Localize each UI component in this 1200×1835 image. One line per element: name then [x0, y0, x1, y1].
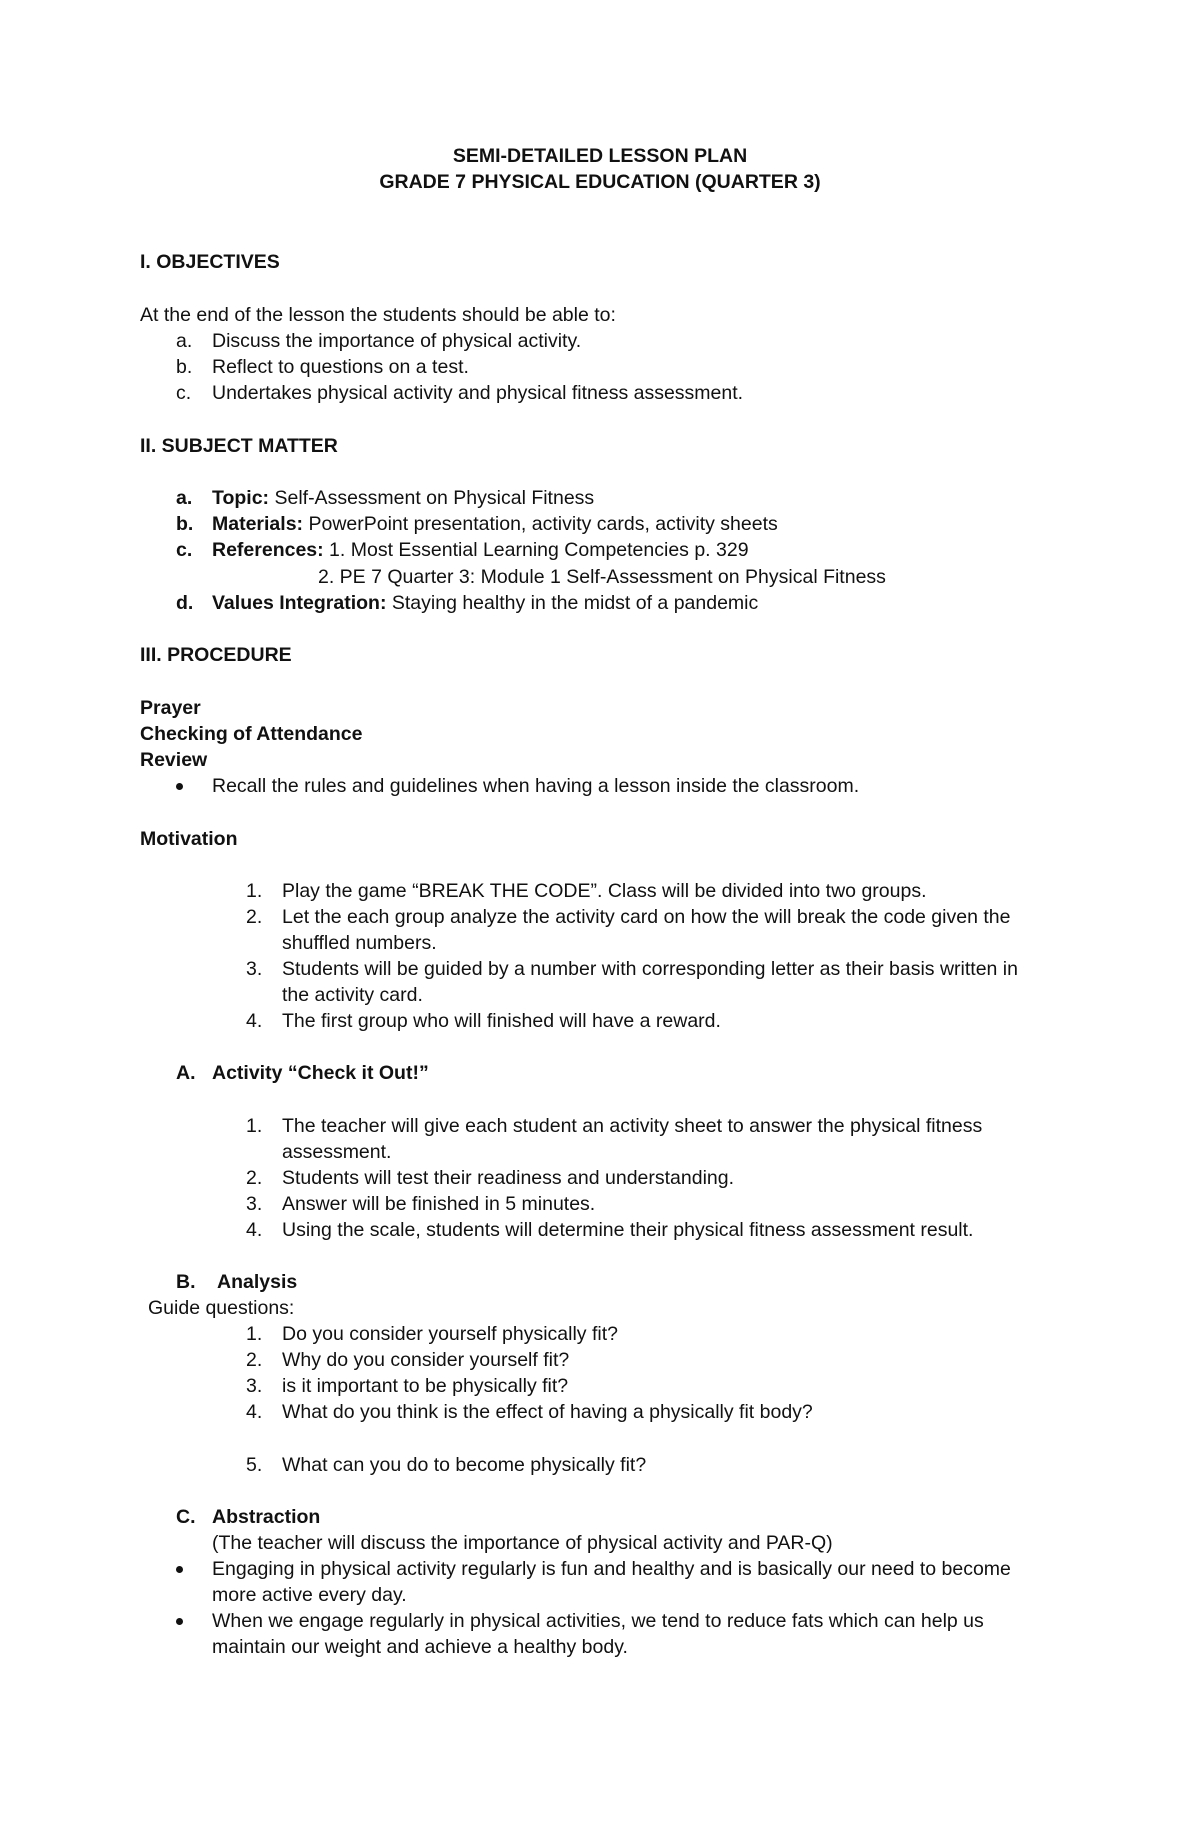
- objective-marker: a.: [176, 330, 193, 352]
- motivation-item-continued: shuffled numbers.: [282, 932, 437, 954]
- abstraction-point-continued: maintain our weight and achieve a healthy body.: [212, 1636, 628, 1658]
- analysis-marker: 5.: [246, 1454, 263, 1476]
- review-item: Recall the rules and guidelines when having a lesson inside the classroom.: [212, 775, 860, 797]
- document-subtitle: GRADE 7 PHYSICAL EDUCATION (QUARTER 3): [379, 171, 821, 193]
- attendance-label: Checking of Attendance: [140, 723, 363, 745]
- objective-marker: c.: [176, 382, 192, 404]
- bullet-icon: [176, 783, 183, 790]
- objective-item: Reflect to questions on a test.: [212, 356, 469, 378]
- motivation-marker: 4.: [246, 1010, 263, 1032]
- analysis-marker: 3.: [246, 1375, 263, 1397]
- activity-item: Using the scale, students will determine their physical fitness assessment result.: [282, 1219, 974, 1241]
- motivation-marker: 3.: [246, 958, 263, 980]
- prayer-label: Prayer: [140, 697, 201, 719]
- guide-question: What can you do to become physically fit?: [282, 1454, 647, 1476]
- motivation-heading: Motivation: [140, 828, 238, 850]
- subject-value: Self-Assessment on Physical Fitness: [269, 487, 595, 509]
- objective-marker: b.: [176, 356, 193, 378]
- subject-label: Topic:: [212, 487, 270, 509]
- subject-item-topic: [212, 486, 594, 510]
- analysis-heading: Analysis: [217, 1271, 298, 1293]
- procedure-heading: III. PROCEDURE: [140, 644, 292, 666]
- document-title: SEMI-DETAILED LESSON PLAN: [452, 145, 748, 167]
- subject-value: 1. Most Essential Learning Competencies p. 329: [323, 539, 749, 561]
- motivation-item: Let the each group analyze the activity card on how the will break the code given the: [282, 906, 1011, 928]
- guide-question: Do you consider yourself physically fit?: [282, 1323, 618, 1345]
- activity-marker: A.: [176, 1062, 196, 1084]
- subject-matter-heading: II. SUBJECT MATTER: [140, 435, 338, 457]
- subject-marker: a.: [176, 487, 193, 509]
- motivation-marker: 2.: [246, 906, 263, 928]
- objective-item: Discuss the importance of physical activity.: [212, 330, 582, 352]
- subject-marker: c.: [176, 539, 193, 561]
- subject-item-materials: [212, 512, 778, 536]
- activity-marker: 1.: [246, 1115, 263, 1137]
- activity-item: Students will test their readiness and understanding.: [282, 1167, 735, 1189]
- motivation-item: Play the game “BREAK THE CODE”. Class will be divided into two groups.: [282, 880, 927, 902]
- motivation-item: Students will be guided by a number with corresponding letter as their basis written in: [282, 958, 1018, 980]
- subject-marker: b.: [176, 513, 194, 535]
- guide-question: What do you think is the effect of having a physically fit body?: [282, 1401, 813, 1423]
- subject-marker: d.: [176, 592, 194, 614]
- objective-item: Undertakes physical activity and physical fitness assessment.: [212, 382, 744, 404]
- guide-question: is it important to be physically fit?: [282, 1375, 569, 1397]
- subject-label: Materials:: [212, 513, 304, 535]
- objectives-heading: I. OBJECTIVES: [140, 251, 280, 273]
- activity-heading: Activity “Check it Out!”: [212, 1062, 429, 1084]
- subject-item-values: [212, 591, 758, 615]
- subject-value: PowerPoint presentation, activity cards, activity sheets: [303, 513, 778, 535]
- subject-label: Values Integration:: [212, 592, 387, 614]
- analysis-marker: 4.: [246, 1401, 263, 1423]
- guide-questions-label: Guide questions:: [148, 1297, 295, 1319]
- subject-reference-2: 2. PE 7 Quarter 3: Module 1 Self-Assessment on Physical Fitness: [318, 566, 886, 588]
- subject-item-references: [212, 538, 749, 562]
- subject-label: References:: [212, 539, 324, 561]
- analysis-marker: 2.: [246, 1349, 263, 1371]
- subject-value: Staying healthy in the midst of a pandemic: [386, 592, 759, 614]
- bullet-icon: [176, 1618, 183, 1625]
- motivation-item-continued: the activity card.: [282, 984, 423, 1006]
- abstraction-point-continued: more active every day.: [212, 1584, 407, 1606]
- abstraction-heading: Abstraction: [212, 1506, 321, 1528]
- activity-item-continued: assessment.: [282, 1141, 392, 1163]
- abstraction-note: (The teacher will discuss the importance of physical activity and PAR-Q): [212, 1532, 833, 1554]
- abstraction-marker: C.: [176, 1506, 196, 1528]
- activity-marker: 4.: [246, 1219, 263, 1241]
- bullet-icon: [176, 1566, 183, 1573]
- activity-item: Answer will be finished in 5 minutes.: [282, 1193, 596, 1215]
- activity-marker: 2.: [246, 1167, 263, 1189]
- review-label: Review: [140, 749, 208, 771]
- analysis-marker: B.: [176, 1271, 196, 1293]
- abstraction-point: Engaging in physical activity regularly is fun and healthy and is basically our need to become: [212, 1558, 1011, 1580]
- guide-question: Why do you consider yourself fit?: [282, 1349, 570, 1371]
- abstraction-point: When we engage regularly in physical activities, we tend to reduce fats which can help us: [212, 1610, 984, 1632]
- objectives-intro: At the end of the lesson the students should be able to:: [140, 304, 616, 326]
- activity-marker: 3.: [246, 1193, 263, 1215]
- motivation-marker: 1.: [246, 880, 263, 902]
- motivation-item: The first group who will finished will have a reward.: [282, 1010, 721, 1032]
- activity-item: The teacher will give each student an activity sheet to answer the physical fitness: [282, 1115, 983, 1137]
- analysis-marker: 1.: [246, 1323, 263, 1345]
